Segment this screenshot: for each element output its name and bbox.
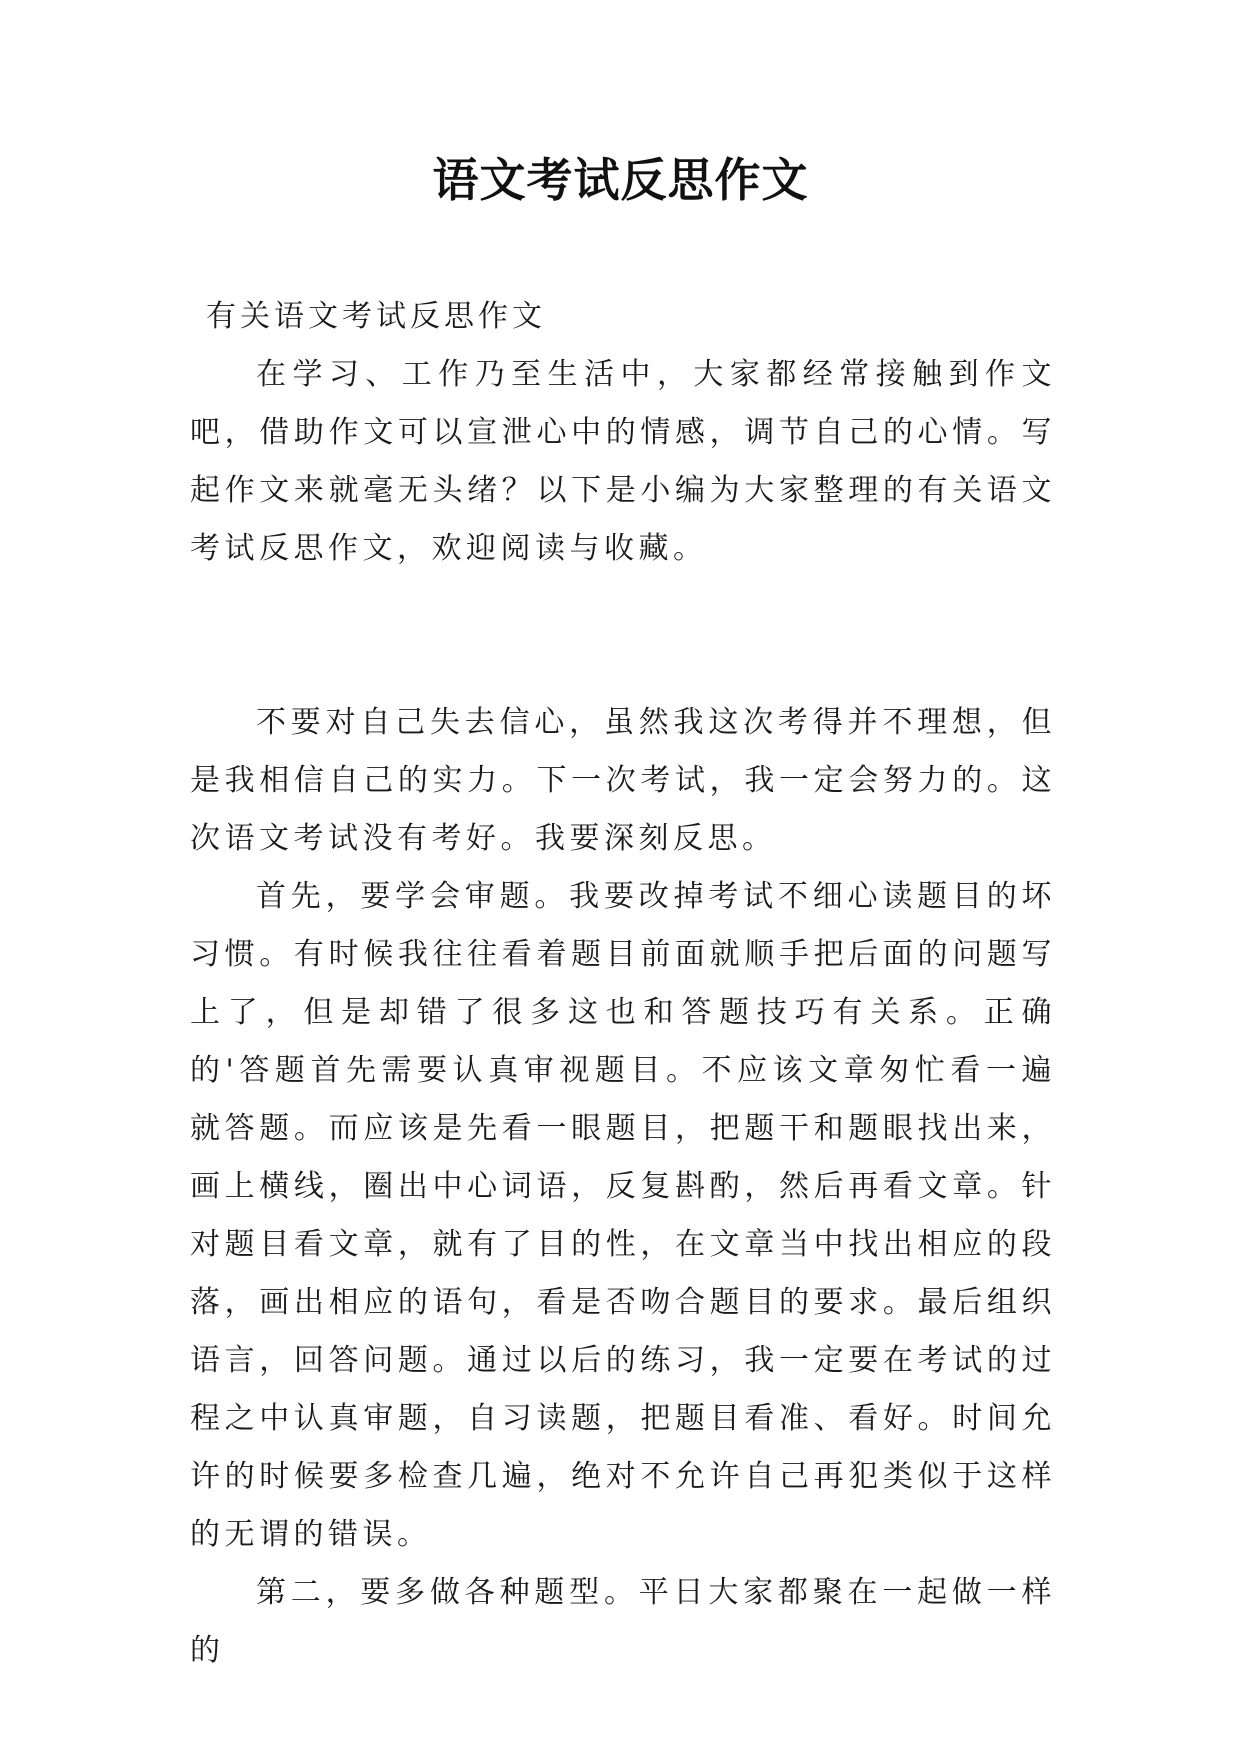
body-paragraph-2: 首先，要学会审题。我要改掉考试不细心读题目的坏习惯。有时候我往往看着题目前面就顺手把后面的问题写上了，但是却错了很多这也和答题技巧有关系。正确的'答题首先需要认真审视题目。不应该文章匆忙看一遍就答题。而应该是先看一眼题目，把题干和题眼找出来，画上横线，圈出中心词语，反复斟酌，然后再看文章。针对题目看文章，就有了目的性，在文章当中找出相应的段落，画出相应的语句，看是否吻合题目的要求。最后组织语言，回答问题。通过以后的练习，我一定要在考试的过程之中认真审题，自习读题，把题目看准、看好。时间允许的时候要多检查几遍，绝对不允许自己再犯类似于这样的无谓的错误。: [190, 879, 1056, 1552]
paragraph-gap: [190, 578, 1056, 694]
intro-paragraph: 在学习、工作乃至生活中，大家都经常接触到作文吧，借助作文可以宣泄心中的情感，调节自己的心情。写起作文来就毫无头绪？以下是小编为大家整理的有关语文考试反思作文，欢迎阅读与收藏。: [190, 357, 1056, 566]
document-body: [190, 288, 1056, 1680]
document-subtitle: 有关语文考试反思作文: [206, 299, 546, 334]
body-paragraph-1: 不要对自己失去信心，虽然我这次考得并不理想，但是我相信自己的实力。下一次考试，我一定会努力的。这次语文考试没有考好。我要深刻反思。: [190, 705, 1056, 856]
body-paragraph-3: 第二，要多做各种题型。平日大家都聚在一起做一样的: [190, 1575, 1056, 1668]
document-title: 语文考试反思作文: [432, 153, 809, 207]
